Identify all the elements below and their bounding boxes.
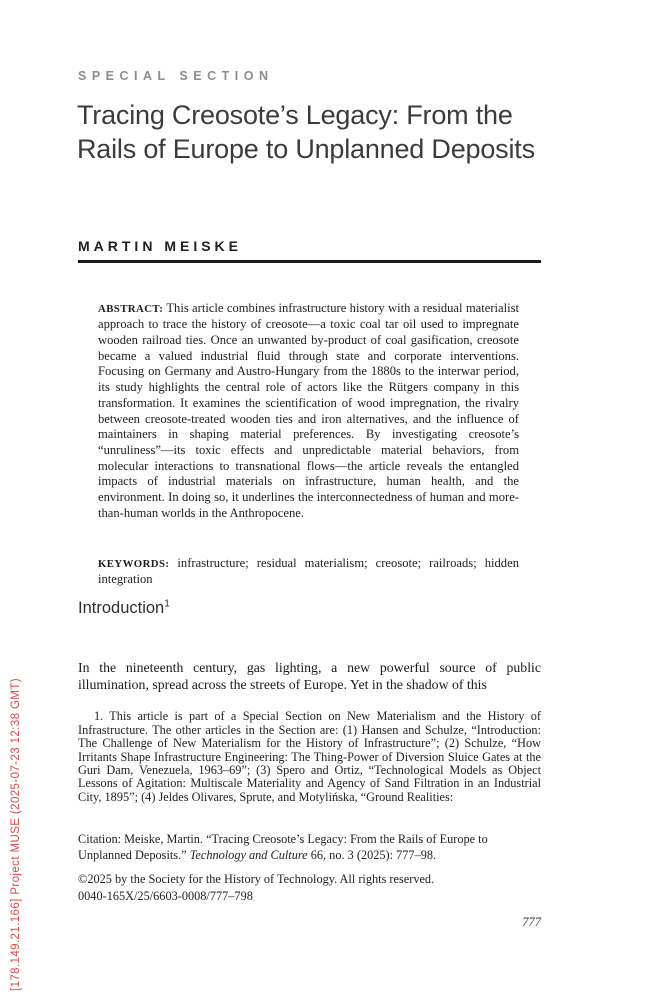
abstract-text: This article combines infrastructure history with a residual materialist approach to trace the history of creosote—a toxic coal tar oil used to impregnate wooden railroad ties. Once an unwanted by-product of coal gasification, creosote became a valued industrial fluid through state and corporate interventions. Focusing on Germany and Austro-Hungary from the 1880s to the interwar period, its study highlights the central role of actors like the Rütgers company in this transformation. It examines the scientification of wood impregnation, the rivalry between creosote-treated wooden ties and iron alternatives, and the influence of maintainers in shaping material preferences. By investigating creosote’s “unruliness”—its toxic effects and unpredictable material behaviors, from molecular interactions to transnational flows—the article reveals the entangled impacts of industrial materials on infrastructure, human health, and the environment. In doing so, it underlines the interconnectedness of human and more-than-human worlds in the Anthropocene. — [98, 300, 520, 520]
copyright-line: ©2025 by the Society for the History of Technology. All rights reserved. — [78, 872, 435, 887]
citation-prefix: Citation: Meiske, Martin. “Tracing Creosote’s Legacy: From the Rails of Europe to Unplanned Deposits.” — [78, 832, 488, 863]
article-title-line-2: Rails of Europe to Unplanned Deposits — [77, 134, 535, 164]
abstract-paragraph — [98, 301, 519, 522]
citation-suffix: 66, no. 3 (2025): 777–98. — [307, 848, 437, 863]
issn-code-line: 0040-165X/25/6603-0008/777–798 — [78, 888, 253, 903]
citation-journal-title: Technology and Culture — [189, 848, 308, 863]
keywords-label: KEYWORDS: — [98, 557, 170, 570]
page-number: 777 — [522, 915, 541, 929]
section-eyebrow: SPECIAL SECTION — [78, 69, 274, 83]
abstract-label: ABSTRACT: — [98, 302, 164, 315]
author-rule-divider — [78, 260, 541, 263]
citation-block — [78, 831, 541, 863]
footnote-1: 1. This article is part of a Special Section on New Materialism and the History of Infrastructure. The other articles in the Section are: (1) Hansen and Schulze, “Introduction: The Challenge of New Materialism for the History of Infrastructure”; (2) Schulze, “How Irritants Shape Infrastructure Engineering: The Thing-Power of Diversion Sluice Gates at the Guri Dam, Venezuela, 1963–69”; (3) Spero and Ortiz, “Technological Models as Object Lessons of Agitation: Multiscale Materiality and Agency of Sand Filtration in an Industrial City, 1895”; (4) Jeldes Olivares, Sprute, and Motylińska, “Ground Realities: — [78, 709, 541, 804]
project-muse-access-stamp: [178.149.21.166] Project MUSE (2025-07-23 12:38 GMT) — [10, 678, 22, 991]
introduction-heading — [78, 599, 170, 618]
keywords-text: infrastructure; residual materialism; creosote; railroads; hidden integration — [98, 555, 519, 587]
body-paragraph: In the nineteenth century, gas lighting, a new powerful source of public illumination, spread across the streets of Europe. Yet in the shadow of this — [78, 659, 541, 693]
introduction-footnote-ref: 1 — [164, 598, 170, 610]
keywords-paragraph — [98, 556, 519, 588]
author-name: MARTIN MEISKE — [78, 238, 242, 254]
copyright-block — [78, 871, 541, 904]
article-title — [77, 98, 557, 166]
introduction-heading-text: Introduction — [78, 599, 165, 617]
article-title-line-1: Tracing Creosote’s Legacy: From the — [77, 100, 513, 130]
